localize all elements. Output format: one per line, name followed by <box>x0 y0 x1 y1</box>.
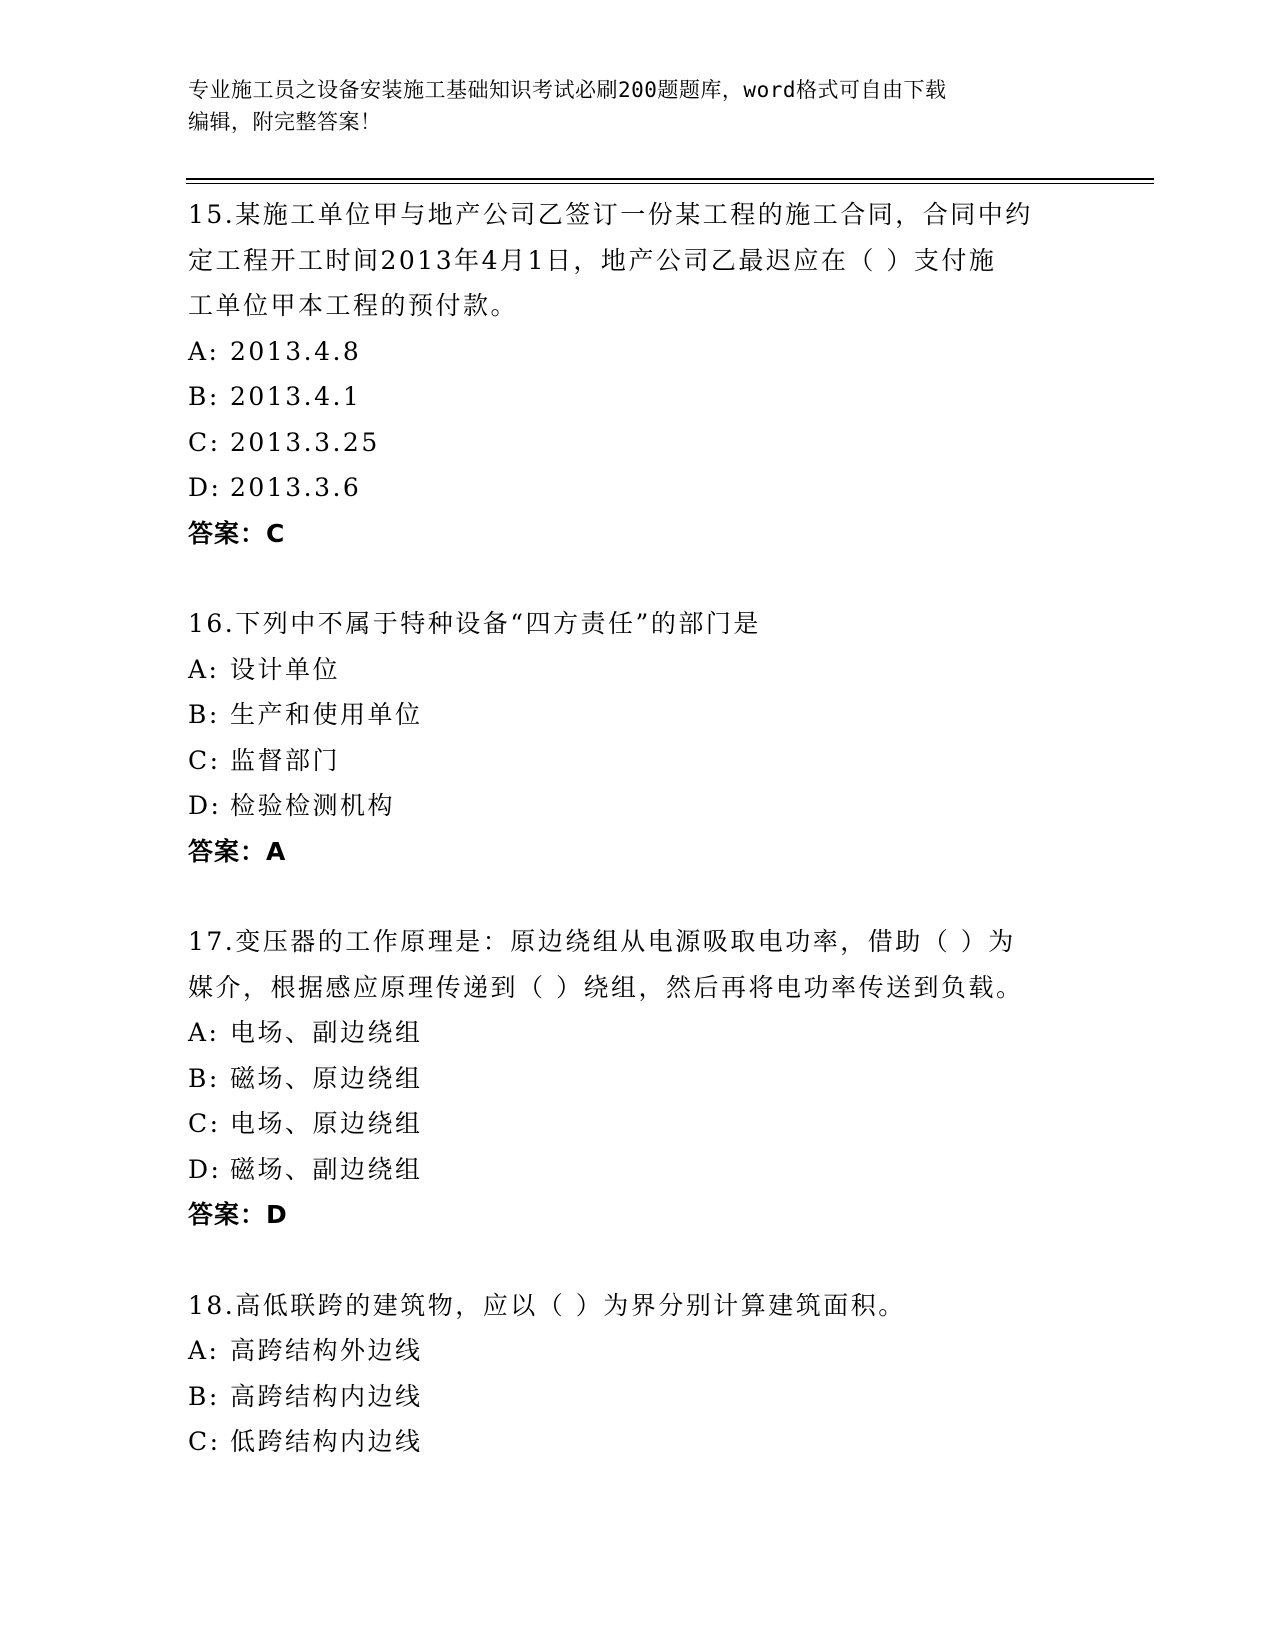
question-stem <box>188 919 1088 1010</box>
option-letter: C: <box>188 1109 221 1138</box>
question-list <box>188 192 1088 1510</box>
question-block <box>188 601 1088 874</box>
option-text: 磁场、原边绕组 <box>230 1063 423 1093</box>
answer-option <box>188 647 1088 693</box>
question-stem <box>188 1283 1088 1329</box>
header-divider-thin <box>186 183 1154 184</box>
answer-option <box>188 783 1088 829</box>
option-letter: B: <box>188 1381 220 1411</box>
option-letter: C: <box>188 1427 221 1456</box>
question-block <box>188 919 1088 1238</box>
option-letter: A: <box>188 654 220 684</box>
option-text: 磁场、副边绕组 <box>230 1154 423 1184</box>
option-text: 电场、原边绕组 <box>230 1109 423 1138</box>
answer-option <box>188 465 1088 511</box>
option-text: 监督部门 <box>230 745 341 775</box>
answer-key: 答案：A <box>188 836 287 866</box>
option-letter: D: <box>188 791 222 820</box>
option-text: 电场、副边绕组 <box>230 1018 423 1047</box>
question-stem-line: 定工程开工时间2013年4月1日，地产公司乙最迟应在（ ）支付施 <box>188 245 997 275</box>
option-letter: B: <box>188 382 220 411</box>
question-stem-line: 18.高低联跨的建筑物，应以（ ）为界分别计算建筑面积。 <box>188 1290 906 1320</box>
question-stem-line: 媒介，根据感应原理传递到（ ）绕组，然后再将电功率传送到负载。 <box>188 972 1024 1002</box>
answer-option <box>188 1056 1088 1102</box>
answer-option <box>188 692 1088 738</box>
option-letter: D: <box>188 1154 222 1184</box>
option-text: 检验检测机构 <box>230 791 396 820</box>
option-letter: A: <box>188 1018 220 1047</box>
option-text: 2013.3.25 <box>230 427 380 457</box>
question-stem-line: 17.变压器的工作原理是：原边绕组从电源吸取电功率，借助（ ）为 <box>188 927 1016 956</box>
option-text: 高跨结构内边线 <box>230 1381 423 1411</box>
option-letter: B: <box>188 700 220 729</box>
answer-option <box>188 1328 1088 1374</box>
header-title-line-1: 专业施工员之设备安装施工基础知识考试必刷200题题库，word格式可自由下载 <box>188 78 947 102</box>
option-text: 设计单位 <box>230 654 341 684</box>
answer-option <box>188 738 1088 784</box>
document-header <box>188 74 1088 138</box>
option-letter: C: <box>188 745 221 775</box>
answer-option <box>188 1374 1088 1420</box>
question-stem-line: 工单位甲本工程的预付款。 <box>188 291 519 320</box>
option-text: 生产和使用单位 <box>230 700 423 729</box>
answer-option <box>188 374 1088 420</box>
question-stem <box>188 601 1088 647</box>
answer-key: 答案：D <box>188 1200 288 1229</box>
option-text: 高跨结构外边线 <box>230 1336 423 1365</box>
question-stem-line: 16.下列中不属于特种设备“四方责任”的部门是 <box>188 609 761 638</box>
option-letter: D: <box>188 473 222 502</box>
option-text: 2013.3.6 <box>230 473 362 502</box>
option-letter: A: <box>188 1336 220 1365</box>
option-letter: A: <box>188 336 220 366</box>
answer-option <box>188 1147 1088 1193</box>
option-letter: B: <box>188 1063 220 1093</box>
answer-option <box>188 1101 1088 1147</box>
option-text: 2013.4.8 <box>230 336 362 366</box>
answer-option <box>188 1419 1088 1465</box>
question-stem <box>188 192 1088 329</box>
option-text: 低跨结构内边线 <box>230 1427 423 1456</box>
question-block <box>188 1283 1088 1465</box>
question-stem-line: 15.某施工单位甲与地产公司乙签订一份某工程的施工合同，合同中约 <box>188 200 1033 229</box>
answer-option <box>188 1010 1088 1056</box>
answer-key: 答案：C <box>188 518 286 548</box>
header-title-line-2: 编辑，附完整答案！ <box>188 110 382 134</box>
header-divider-thick <box>186 178 1154 180</box>
question-block <box>188 192 1088 556</box>
option-text: 2013.4.1 <box>230 382 362 411</box>
answer-option <box>188 329 1088 375</box>
option-letter: C: <box>188 427 221 457</box>
answer-option <box>188 420 1088 466</box>
